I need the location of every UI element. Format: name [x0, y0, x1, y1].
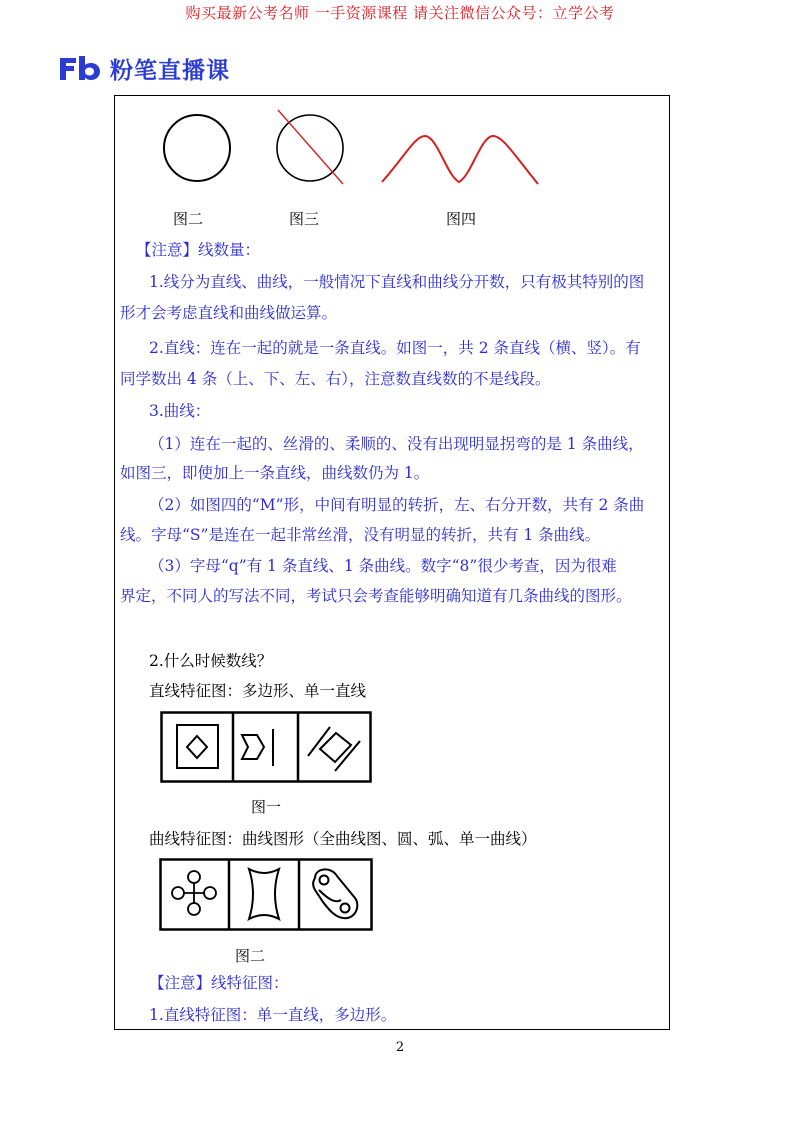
note2-p1: 1.直线特征图：单一直线，多边形。	[149, 1006, 397, 1024]
arrow-pentagon-line-shape	[242, 729, 273, 766]
note2-title: 【注意】线特征图：	[149, 974, 289, 992]
fb-logo-icon	[58, 54, 102, 82]
note-p3c-line1: （3）字母“q”有 1 条直线、1 条曲线。数字“8”很少考查，因为很难	[149, 557, 617, 575]
top-banner: 购买最新公考名师 一手资源课程 请关注微信公众号：立学公考	[185, 4, 615, 22]
note-p3: 3.曲线：	[149, 402, 211, 420]
concave-shape	[249, 869, 279, 919]
rhombus-two-lines-shape	[308, 727, 360, 771]
circle-with-line-figure-3	[277, 110, 343, 184]
caption-curve-fig-2: 图二	[235, 947, 266, 965]
note-title: 【注意】线数量：	[136, 241, 261, 259]
m-curve-figure-4	[382, 136, 538, 184]
straight-features-label: 直线特征图：多边形、单一直线	[149, 682, 367, 700]
section-heading: 2.什么时候数线？	[149, 652, 273, 670]
caption-straight-fig-1: 图一	[251, 798, 282, 816]
note-p3a-line2: 如图三，即使加上一条直线，曲线数仍为 1。	[120, 464, 430, 482]
circle-figure-2	[164, 115, 230, 181]
brand-logo	[58, 52, 230, 84]
page-number: 2	[395, 1040, 405, 1055]
straight-features-figure	[160, 711, 372, 783]
caption-fig-2: 图二	[173, 210, 204, 228]
note-p1-line1: 1.线分为直线、曲线，一般情况下直线和曲线分开数，只有极其特别的图	[149, 273, 645, 291]
note-p2-line1: 2.直线：连在一起的就是一条直线。如图一，共 2 条直线（横、竖）。有	[149, 339, 641, 357]
note-p1-line2: 形才会考虑直线和曲线做运算。	[120, 304, 338, 322]
note-p3b-line1: （2）如图四的“M”形，中间有明显的转折，左、右分开数，共有 2 条曲	[149, 496, 645, 514]
caption-fig-3: 图三	[289, 210, 320, 228]
link-loops-shape	[313, 869, 357, 918]
note-p3c-line2: 界定，不同人的写法不同，考试只会考查能够明确知道有几条曲线的图形。	[120, 587, 632, 605]
logo-text: 粉笔直播课	[110, 57, 230, 84]
four-circles-cross-shape	[172, 871, 216, 915]
note-p3a-line1: （1）连在一起的、丝滑的、柔顺的、没有出现明显拐弯的是 1 条曲线，	[149, 435, 644, 453]
curve-features-label: 曲线特征图：曲线图形（全曲线图、圆、弧、单一曲线）	[149, 830, 537, 848]
note-p3b-line2: 线。字母“S”是连在一起非常丝滑，没有明显的转折，共有 1 条曲线。	[120, 526, 601, 544]
square-diamond-shape	[177, 725, 218, 768]
note-p2-line2: 同学数出 4 条（上、下、左、右），注意数直线数的不是线段。	[120, 370, 551, 388]
curve-features-figure	[159, 858, 373, 931]
caption-fig-4: 图四	[446, 210, 477, 228]
content-frame	[114, 95, 670, 1030]
